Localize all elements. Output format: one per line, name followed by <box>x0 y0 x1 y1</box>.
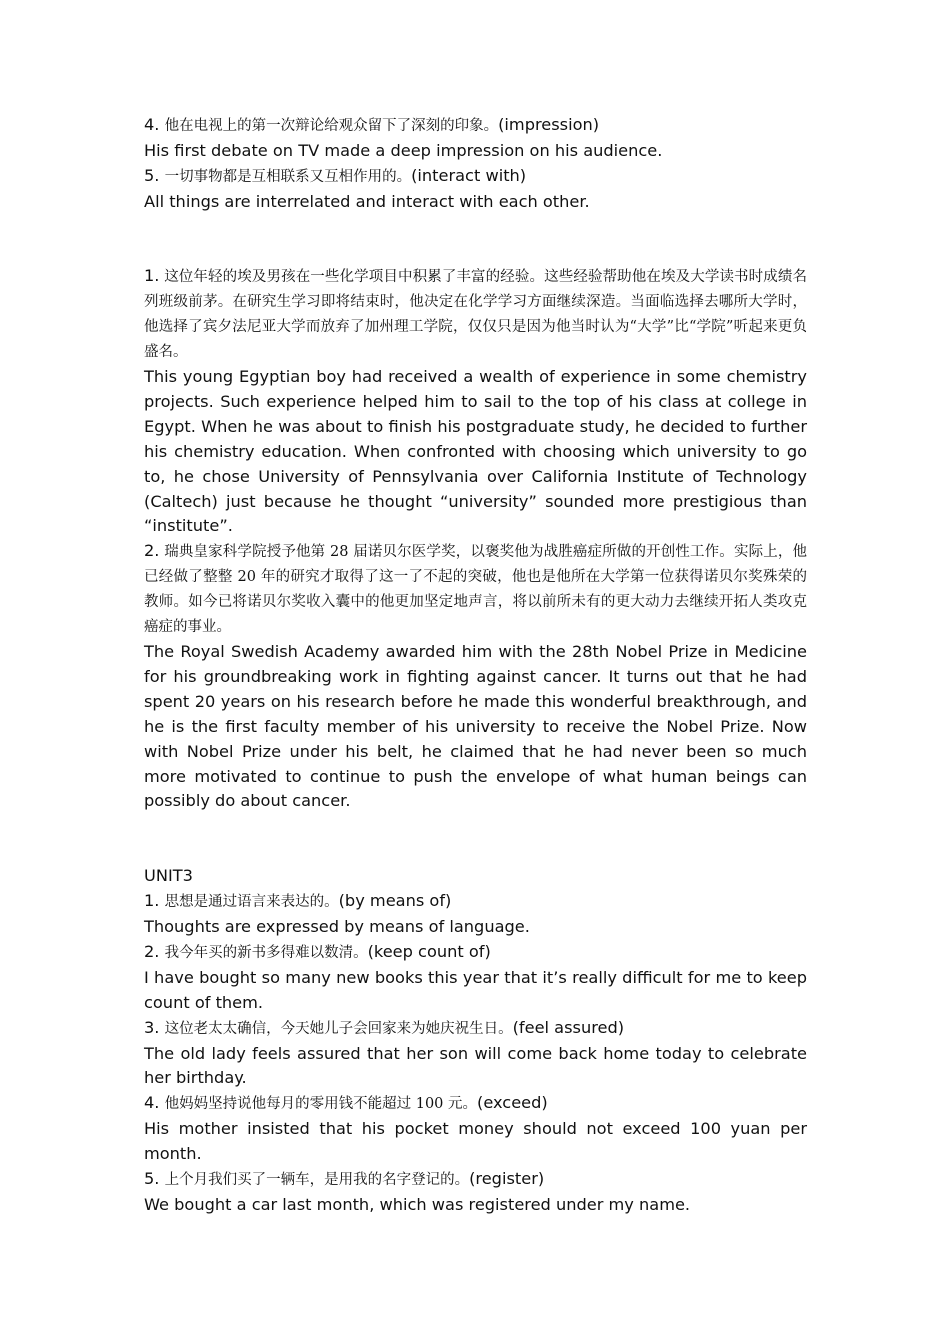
chinese-text: 瑞典皇家科学院授予他第 28 届诺贝尔医学奖，以褒奖他为战胜癌症所做的开创性工作。实际上，他已经做了整整 20 年的研究才取得了这一了不起的突破，他也是他所在大学第一位获得诺贝尔奖殊荣的教师。如今已将诺贝尔奖收入囊中的他更加坚定地声言，将以前所未有的更大动力去继续开拓人类攻克癌症的事业。 <box>144 544 808 636</box>
english-translation: The old lady feels assured that her son will come back home today to celebrate her birthday. <box>144 1043 807 1088</box>
keyword-hint: (keep count of) <box>367 941 491 961</box>
item-number: 1. <box>144 266 160 286</box>
keyword-hint: (register) <box>469 1169 545 1189</box>
exercise-item <box>144 1091 807 1117</box>
unit-heading: UNIT3 <box>144 866 193 886</box>
english-paragraph: This young Egyptian boy had received a wealth of experience in some chemistry projects. Such experience helped him to sail to the top of his class at college in Egypt. When he was about to finish his postgraduate study, he decided to further his chemistry education. When confronted with choosing which university to go to, he chose University of Pennsylvania over California Institute of Technology (Caltech) just because he thought “university” sounded more prestigious than “institute”. <box>144 367 807 536</box>
section-a <box>144 113 807 215</box>
section-b <box>144 264 807 814</box>
chinese-sentence: 一切事物都是互相联系又互相作用的。 <box>164 168 412 185</box>
english-paragraph: The Royal Swedish Academy awarded him with the 28th Nobel Prize in Medicine for his groundbreaking work in fighting against cancer. It turns out that he had spent 20 years on his research before he made this wonderful breakthrough, and he is the first faculty member of his university to receive the Nobel Prize. Now with Nobel Prize under his belt, he claimed that he had never been so much more motivated to continue to push the envelope of what human beings can possibly do about cancer. <box>144 642 807 811</box>
chinese-paragraph <box>144 539 807 640</box>
chinese-text: 这位年轻的埃及男孩在一些化学项目中积累了丰富的经验。这些经验帮助他在埃及大学读书时成绩名列班级前茅。在研究生学习即将结束时，他决定在化学学习方面继续深造。当面临选择去哪所大学时，他选择了宾夕法尼亚大学而放弃了加州理工学院，仅仅只是因为他当时认为“大学”比“学院”听起来更负盛名。 <box>144 269 808 361</box>
exercise-item <box>144 164 807 190</box>
section-c <box>144 864 807 1218</box>
item-number: 4. <box>144 1093 160 1113</box>
chinese-sentence: 上个月我们买了一辆车，是用我的名字登记的。 <box>164 1172 470 1189</box>
chinese-sentence: 他在电视上的第一次辩论给观众留下了深刻的印象。 <box>164 118 499 134</box>
item-number: 2. <box>144 541 160 561</box>
chinese-sentence: 思想是通过语言来表达的。 <box>164 894 339 911</box>
item-number: 2. <box>144 941 160 961</box>
chinese-paragraph <box>144 264 807 365</box>
chinese-sentence: 这位老太太确信，今天她儿子会回家来为她庆祝生日。 <box>164 1020 513 1037</box>
exercise-item <box>144 1016 807 1042</box>
english-translation: His mother insisted that his pocket money should not exceed 100 yuan per month. <box>144 1119 807 1164</box>
item-number: 4. <box>144 115 160 134</box>
english-translation: His first debate on TV made a deep impression on his audience. <box>144 140 663 160</box>
english-translation: All things are interrelated and interact with each other. <box>144 191 590 211</box>
keyword-hint: (interact with) <box>411 165 527 185</box>
english-translation: Thoughts are expressed by means of language. <box>144 916 530 936</box>
keyword-hint: (feel assured) <box>512 1017 625 1037</box>
keyword-hint: (impression) <box>498 115 600 134</box>
item-number: 5. <box>144 165 160 185</box>
english-translation: I have bought so many new books this year that it’s really difficult for me to keep count of them. <box>144 967 807 1012</box>
exercise-item <box>144 889 807 915</box>
chinese-sentence: 我今年买的新书多得难以数清。 <box>164 944 368 961</box>
english-translation: We bought a car last month, which was registered under my name. <box>144 1194 691 1214</box>
keyword-hint: (exceed) <box>477 1093 548 1113</box>
exercise-item <box>144 940 807 966</box>
keyword-hint: (by means of) <box>338 891 452 911</box>
exercise-item <box>144 1167 807 1193</box>
chinese-sentence: 他妈妈坚持说他每月的零用钱不能超过 100 元。 <box>164 1096 478 1113</box>
exercise-item <box>144 113 807 139</box>
item-number: 5. <box>144 1169 160 1189</box>
item-number: 1. <box>144 891 160 911</box>
item-number: 3. <box>144 1017 160 1037</box>
document-page <box>144 113 807 1218</box>
